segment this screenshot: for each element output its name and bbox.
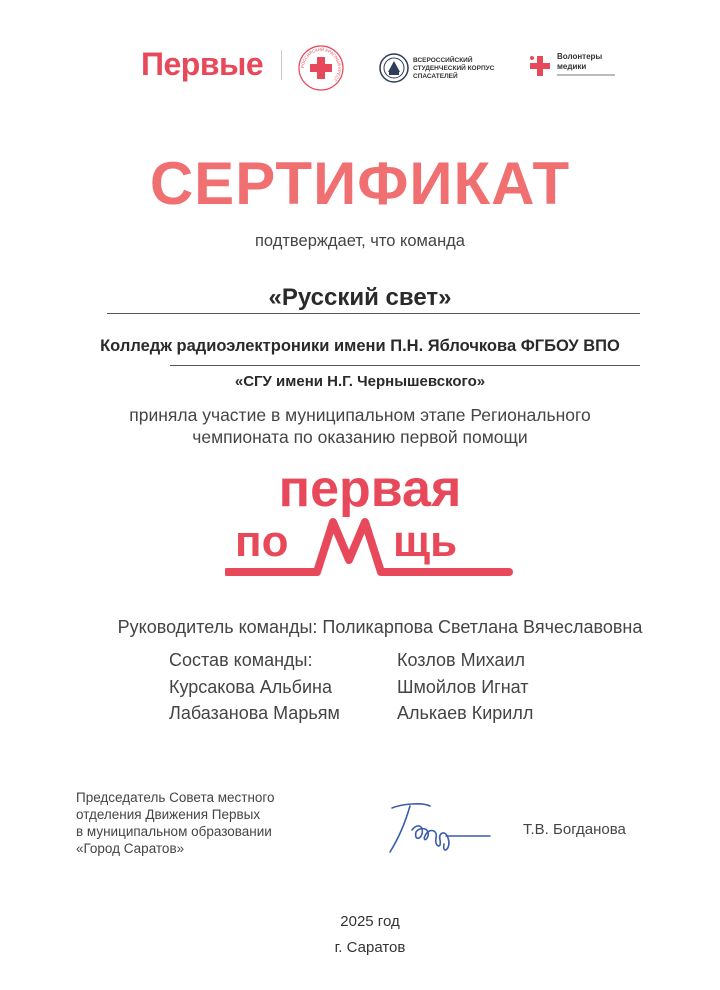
logo-divider <box>281 50 282 80</box>
team-member: Козлов Михаил <box>397 650 526 670</box>
signatory-line1: Председатель Совета местного <box>76 790 275 805</box>
first-aid-event-logo <box>225 460 515 590</box>
volunteer-medics-line1: Волонтеры <box>557 52 603 61</box>
participation-line1: приняла участие в муниципальном этапе Регионального <box>129 405 591 425</box>
team-name-underline <box>107 313 640 314</box>
confirms-text: подтверждает, что команда <box>255 232 465 250</box>
volunteer-medics-underline <box>557 74 615 76</box>
volunteer-medics-line2: медики <box>557 62 587 71</box>
pervye-logo: Первые <box>141 46 264 82</box>
team-name: «Русский свет» <box>268 284 452 311</box>
signatory-line2: отделения Движения Первых <box>76 807 261 822</box>
certificate-title: СЕРТИФИКАТ <box>149 150 571 217</box>
red-cross-logo <box>297 44 345 92</box>
certificate-city: г. Саратов <box>334 939 406 956</box>
red-cross-ring-text: РОССИЙСКИЙ КРАСНЫЙ КРЕСТ <box>299 46 343 83</box>
team-member: Лабазанова Марьям <box>169 703 340 723</box>
volunteer-medics-cross-icon <box>528 54 552 78</box>
volunteer-medics-text <box>557 52 602 72</box>
team-member: Шмойлов Игнат <box>397 677 529 697</box>
handwritten-signature <box>382 800 494 860</box>
university-name: «СГУ имени Н.Г. Чернышевского» <box>234 373 486 390</box>
signatory-line4: «Город Саратов» <box>76 841 185 856</box>
signatory-name: Т.В. Богданова <box>523 821 626 838</box>
event-logo-line2-right: щь <box>393 517 458 566</box>
certificate-year: 2025 год <box>340 913 400 930</box>
college-underline <box>170 365 640 366</box>
event-logo-line1: первая <box>278 460 462 518</box>
rescue-corps-emblem-icon <box>379 53 409 83</box>
team-composition-label: Состав команды: <box>169 650 313 670</box>
rescue-corps-text: ВСЕРОССИЙСКИЙ СТУДЕНЧЕСКИЙ КОРПУС СПАСАТЕЛЕЙ <box>413 57 495 80</box>
signatory-position <box>76 789 275 857</box>
college-name: Колледж радиоэлектроники имени П.Н. Яблочкова ФГБОУ ВПО <box>100 337 620 355</box>
team-member: Алькаев Кирилл <box>397 703 534 723</box>
event-logo-line2-left: по <box>235 517 289 566</box>
team-member: Курсакова Альбина <box>169 677 332 697</box>
team-leader: Руководитель команды: Поликарпова Светлана Вячеславовна <box>117 617 643 637</box>
participation-line2: чемпионата по оказанию первой помощи <box>192 427 528 447</box>
signatory-line3: в муниципальном образовании <box>76 824 272 839</box>
participation-text <box>0 404 720 448</box>
